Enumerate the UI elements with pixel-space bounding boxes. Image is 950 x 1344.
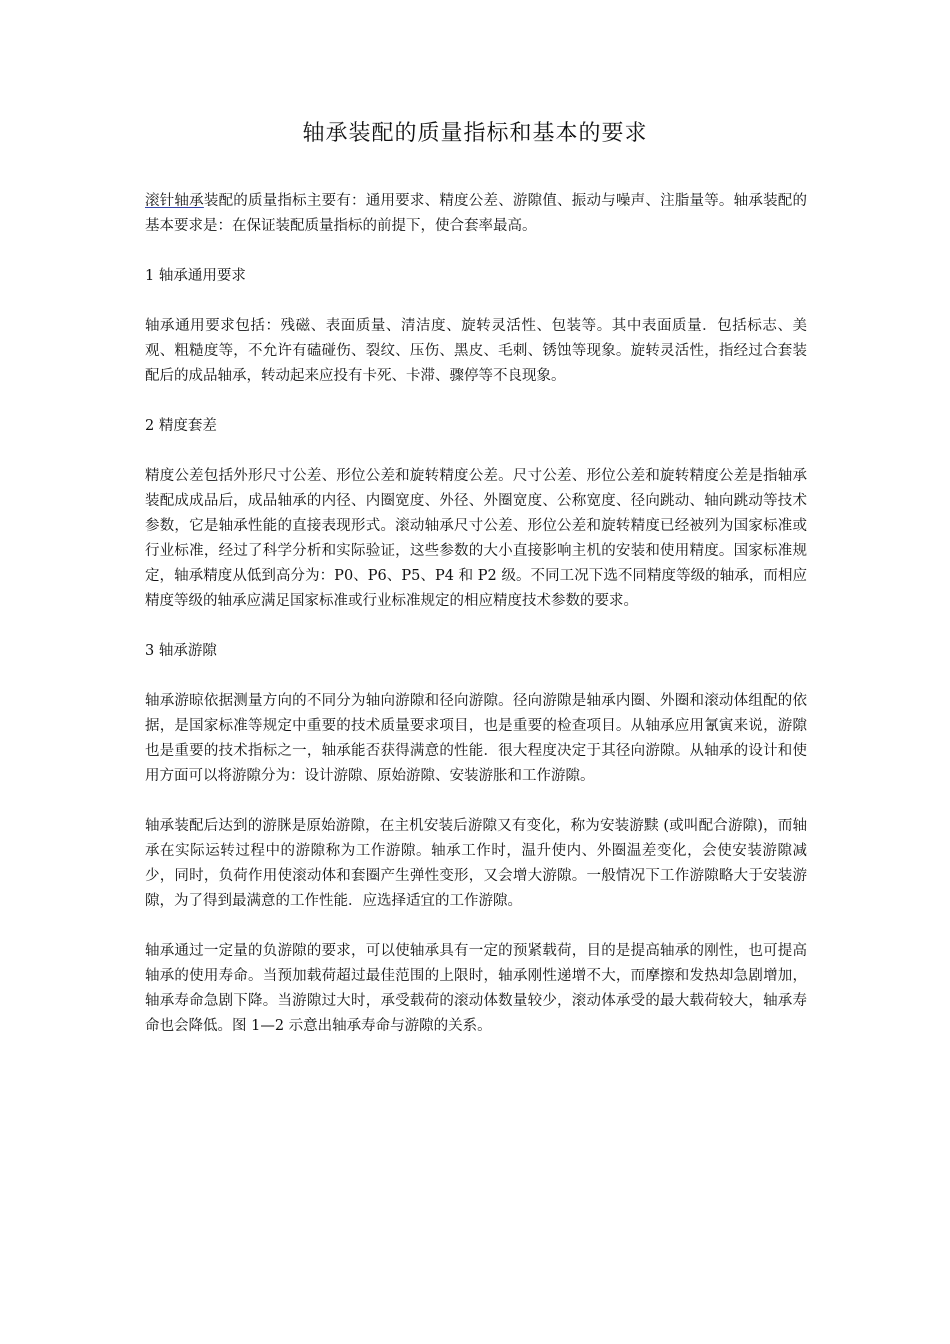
section-paragraph-clearance-3: 轴承通过一定量的负游隙的要求，可以使轴承具有一定的预紧载荷，目的是提高轴承的刚性，也可提高轴承的使用寿命。当预加载荷超过最佳范围的上限时，轴承刚性递增不大，而摩擦和发热却急剧增加，轴承寿命急剧下降。当游隙过大时，承受载荷的滚动体数量较少，滚动体承受的最大载荷较大，轴承寿命也会降低。图 1—2 示意出轴承寿命与游隙的关系。 [145, 943, 807, 1034]
intro-paragraph [145, 189, 807, 239]
section-paragraph-clearance-2: 轴承装配后达到的游脒是原始游隙，在主机安装后游隙又有变化，称为安装游黩 (或叫配合游隙)，而轴承在实际运转过程中的游隙称为工作游隙。轴承工作时，温升使内、外圈温差变化，会使安装游隙减少，同时，负荷作用使滚动体和套圈产生弹性变形，又会增大游隙。一般情况下工作游隙略大于安装游隙，为了得到最满意的工作性能．应选择适宜的工作游隙。 [145, 818, 807, 909]
intro-text: 装配的质量指标主要有：通用要求、精度公差、游隙值、振动与噪声、注脂量等。轴承装配的基本要求是：在保证装配质量指标的前提下，使合套率最高。 [145, 193, 808, 234]
section-paragraph-precision: 精度公差包括外形尺寸公差、形位公差和旋转精度公差。尺寸公差、形位公差和旋转精度公差是指轴承装配成成品后，成品轴承的内径、内圈宽度、外径、外圈宽度、公称宽度、径向跳动、轴向跳动等技术参数，它是轴承性能的直接表现形式。滚动轴承尺寸公差、形位公差和旋转精度已经被列为国家标准或行业标准，经过了科学分析和实际验证，这些参数的大小直接影响主机的安装和使用精度。国家标准规定，轴承精度从低到高分为：P0、P6、P5、P4 和 P2 级。不同工况下选不同精度等级的轴承，而相应精度等级的轴承应满足国家标准或行业标准规定的相应精度技术参数的要求。 [145, 468, 807, 609]
section-heading-general: 1 轴承通用要求 [145, 268, 246, 284]
needle-bearing-link[interactable]: 滚针轴承 [145, 193, 204, 209]
section-heading-clearance: 3 轴承游隙 [145, 643, 217, 659]
section-paragraph-general: 轴承通用要求包括：残磁、表面质量、清洁度、旋转灵活性、包装等。其中表面质量．包括标志、美观、粗糙度等，不允许有磕碰伤、裂纹、压伤、黑皮、毛刺、锈蚀等现象。旋转灵活性，指经过合套装配后的成品轴承，转动起来应投有卡死、卡滞、骤停等不良现象。 [145, 318, 807, 384]
section-paragraph-clearance-1: 轴承游晾依据测量方向的不同分为轴向游隙和径向游隙。径向游隙是轴承内圈、外圈和滚动体组配的依据，是国家标准等规定中重要的技术质量要求项目，也是重要的检查项目。从轴承应用氰寅来说，游隙也是重要的技术指标之一，轴承能否获得满意的性能．很大程度决定于其径向游隙。从轴承的设计和使用方面可以将游隙分为：设计游隙、原始游隙、安装游胀和工作游隙。 [145, 693, 807, 784]
page-title: 轴承装配的质量指标和基本的要求 [302, 121, 648, 146]
section-heading-precision: 2 精度套差 [145, 418, 217, 434]
document-body [145, 189, 807, 1064]
